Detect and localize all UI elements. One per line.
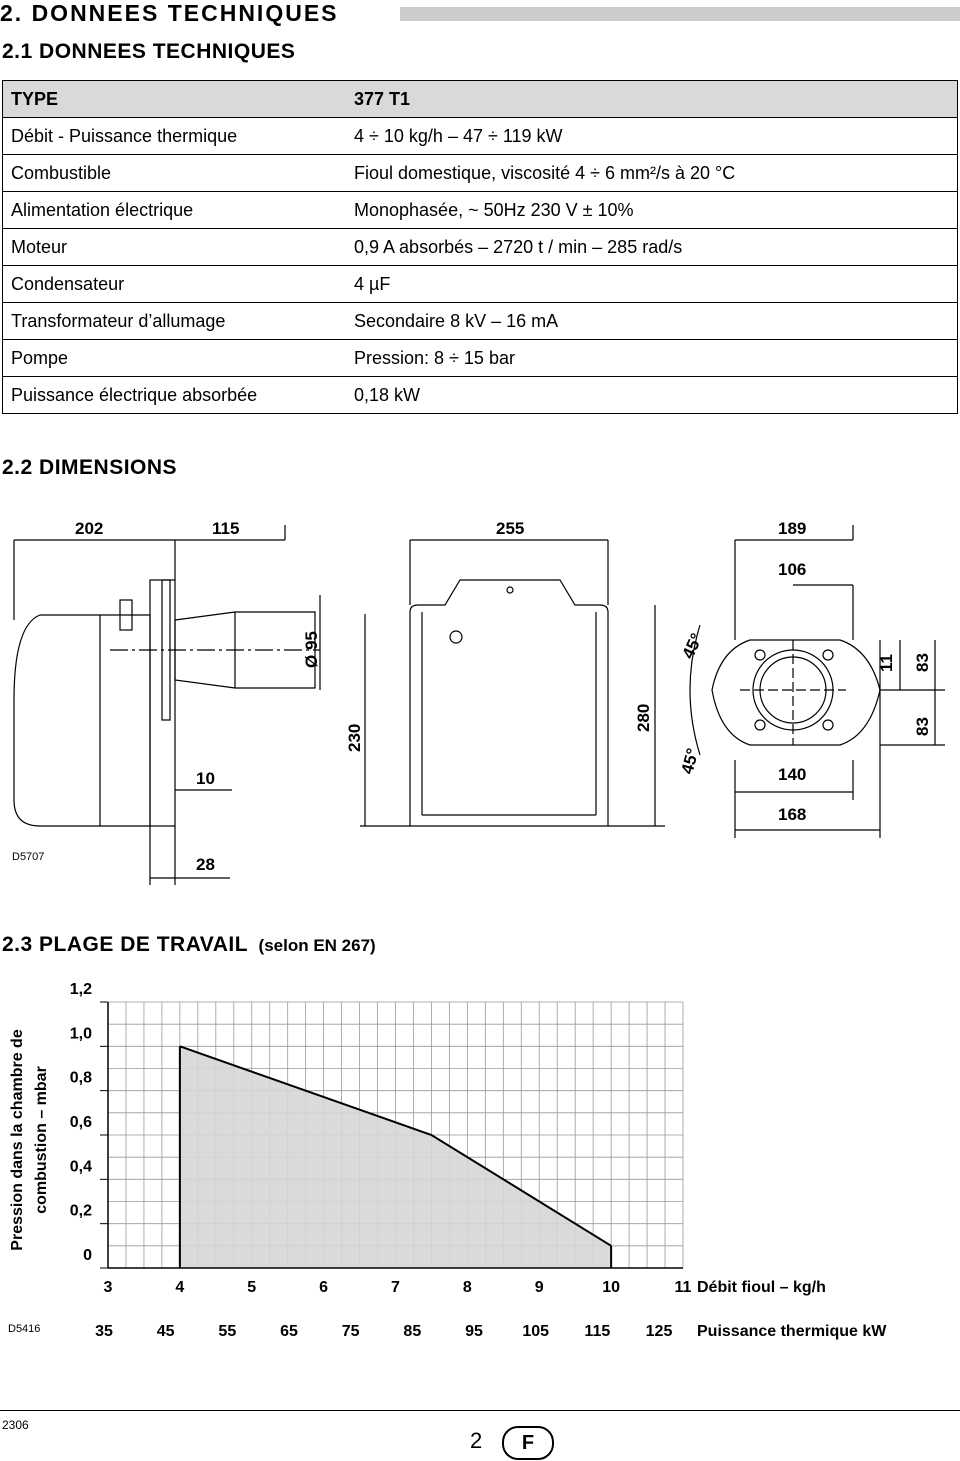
x2-tick-label: 115: [584, 1323, 611, 1340]
x-axis-label: Débit fioul – kg/h: [697, 1279, 826, 1296]
x-tick-label: 9: [534, 1279, 544, 1296]
row-label: Puissance électrique absorbée: [3, 377, 347, 414]
dim-202: 202: [75, 519, 104, 538]
burner-front-view: [360, 580, 665, 826]
y-tick-label: 0,4: [69, 1158, 92, 1176]
table-header-row: [3, 81, 958, 118]
table-row: [3, 303, 958, 340]
x-tick-label: 8: [462, 1279, 472, 1296]
row-value: Secondaire 8 kV – 16 mA: [346, 303, 958, 340]
dim-95: Ø 95: [302, 631, 321, 668]
page-number: 2: [470, 1428, 483, 1453]
flange-view: [690, 625, 945, 838]
dim-83-bottom: 83: [913, 717, 932, 736]
row-value: 0,18 kW: [346, 377, 958, 414]
row-label: Pompe: [3, 340, 347, 377]
dim-189: 189: [778, 519, 807, 538]
x-tick-label: 11: [674, 1279, 692, 1296]
row-label: Débit - Puissance thermique: [3, 118, 347, 155]
row-label: Combustible: [3, 155, 347, 192]
section-title: 2. DONNEES TECHNIQUES: [0, 0, 339, 26]
table-row: [3, 155, 958, 192]
y-axis-label-line2: combustion – mbar: [33, 1066, 50, 1214]
subsection-3-heading: [2, 933, 376, 957]
x-tick-label: 5: [247, 1279, 257, 1296]
x-tick-label: 3: [103, 1279, 113, 1296]
y-tick-label: 0,6: [69, 1114, 92, 1131]
dim-45-top: 45°: [678, 630, 707, 662]
row-value: 4 µF: [346, 266, 958, 303]
dim-10: 10: [196, 769, 215, 788]
subsection-3-note: (selon EN 267): [258, 936, 376, 955]
row-value: 0,9 A absorbés – 2720 t / min – 285 rad/s: [346, 229, 958, 266]
table-header-type: TYPE: [3, 81, 347, 118]
subsection-1-title: 2.1 DONNEES TECHNIQUES: [2, 40, 296, 63]
y-tick-label: 1,2: [69, 981, 92, 998]
dim-45-bottom: 45°: [677, 746, 703, 777]
y-tick-label: 0,2: [69, 1202, 92, 1220]
title-bar: [400, 7, 960, 21]
dim-255: 255: [496, 519, 525, 538]
working-range-chart: [0, 980, 960, 1360]
x-tick-label: 6: [319, 1279, 329, 1296]
x2-tick-label: 35: [95, 1323, 113, 1340]
y-tick-label: 1,0: [69, 1025, 92, 1043]
x2-tick-label: 125: [645, 1323, 673, 1340]
dim-280: 280: [634, 703, 653, 732]
table-header-model: 377 T1: [346, 81, 958, 118]
y-axis-label-line1: Pression dans la chambre de: [9, 1029, 26, 1251]
dim-83-top: 83: [913, 653, 932, 672]
table-row: [3, 377, 958, 414]
row-value: Monophasée, ~ 50Hz 230 V ± 10%: [346, 192, 958, 229]
x2-tick-label: 65: [280, 1323, 298, 1340]
dim-140: 140: [778, 765, 807, 784]
row-label: Moteur: [3, 229, 347, 266]
table-row: [3, 192, 958, 229]
dim-115: 115: [212, 519, 240, 538]
x2-tick-label: 45: [156, 1323, 175, 1340]
footer-rule: [0, 1410, 960, 1411]
row-label: Condensateur: [3, 266, 347, 303]
row-value: Fioul domestique, viscosité 4 ÷ 6 mm²/s à 20 °C: [346, 155, 958, 192]
x2-tick-label: 105: [522, 1323, 550, 1340]
drawing-code-dim: D5707: [12, 851, 45, 863]
row-value: 4 ÷ 10 kg/h – 47 ÷ 119 kW: [346, 118, 958, 155]
dimension-lines-top: [14, 525, 853, 640]
x-tick-label: 10: [602, 1279, 621, 1296]
burner-side-view: [14, 580, 320, 826]
x2-tick-label: 55: [218, 1323, 237, 1340]
dim-106: 106: [778, 560, 807, 579]
table-row: [3, 340, 958, 377]
dim-230: 230: [345, 723, 364, 752]
footer-code: 2306: [2, 1418, 29, 1432]
row-label: Transformateur d’allumage: [3, 303, 347, 340]
tech-data-table: [2, 80, 958, 414]
row-value: Pression: 8 ÷ 15 bar: [346, 340, 958, 377]
y-tick-label: 0,8: [69, 1069, 92, 1087]
x-tick-label: 7: [391, 1279, 400, 1296]
table-row: [3, 229, 958, 266]
subsection-2-title: 2.2 DIMENSIONS: [2, 456, 178, 479]
dim-11: 11: [877, 654, 896, 672]
dimensions-drawing: [0, 500, 960, 900]
x2-tick-label: 75: [341, 1323, 360, 1340]
subsection-3-title: 2.3 PLAGE DE TRAVAIL: [2, 933, 249, 956]
table-row: [3, 266, 958, 303]
x2-tick-label: 95: [465, 1323, 483, 1340]
dim-168: 168: [778, 805, 807, 824]
language-badge: F: [502, 1426, 554, 1460]
x2-axis-label: Puissance thermique kW: [697, 1323, 887, 1340]
row-label: Alimentation électrique: [3, 192, 347, 229]
y-tick-label: 0: [83, 1247, 92, 1264]
drawing-code-chart: D5416: [8, 1323, 41, 1335]
table-row: [3, 118, 958, 155]
dim-28: 28: [196, 855, 215, 874]
x2-tick-label: 85: [403, 1323, 422, 1340]
x-tick-label: 4: [175, 1279, 185, 1296]
